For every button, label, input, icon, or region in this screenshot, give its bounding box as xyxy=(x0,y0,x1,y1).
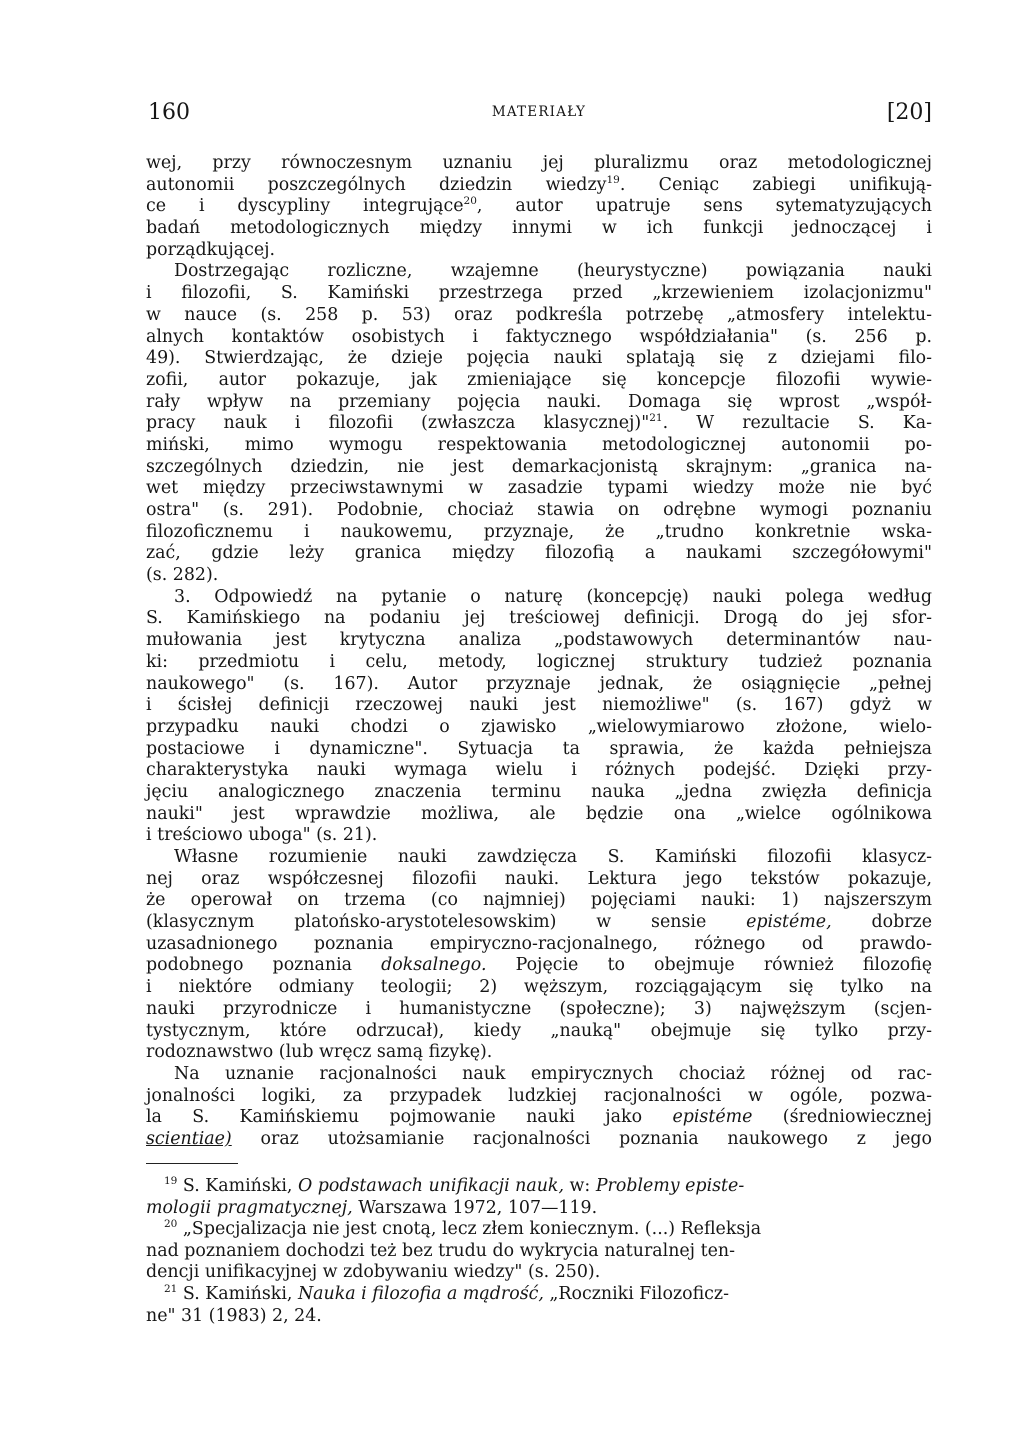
text-line: szczególnych dziedzin, nie jest demarkacjonistą skrajnym: „granica na- xyxy=(146,456,932,477)
text-line: 49). Stwierdzając, że dzieje pojęcia nauki splatają się z dziejami filo- xyxy=(146,348,932,369)
text-line: porządkującej. xyxy=(146,239,276,260)
italic-term: epistéme xyxy=(672,1107,753,1128)
text-line: w nauce (s. 258 p. 53) oraz podkreśla potrzebę „atmosfery intelektu- xyxy=(146,304,932,325)
text-line: scientiae) oraz utożsamianie racjonalności poznania naukowego z jego xyxy=(146,1128,933,1149)
text-line: podobnego poznania doksalnego. Pojęcie to obejmuje również filozofię xyxy=(146,955,932,976)
text-line: Dostrzegając rozliczne, wzajemne (heurystyczne) powiązania nauki xyxy=(174,261,932,282)
footnote-number: 21 xyxy=(164,1282,178,1295)
text-line: badań metodologicznych między innymi w ich funkcji jednoczącej i xyxy=(146,218,932,239)
text-line: rodoznawstwo (lub wręcz samą fizykę). xyxy=(146,1042,493,1063)
footnotes xyxy=(146,1176,932,1327)
footnote-ref: 20 xyxy=(463,195,477,208)
text-line: zofii, autor pokazuje, jak zmieniające się koncepcje filozofii wywie- xyxy=(146,369,932,390)
text-line: i ścisłej definicji rzeczowej nauki jest niemożliwe" (s. 167) gdyż w xyxy=(146,695,932,716)
text-line: ce i dyscypliny integrujące$^{20}$, autor upatruje sens sytematyzujących xyxy=(146,195,932,217)
text-line: i filozofii, S. Kamiński przestrzega przed „krzewieniem izolacjonizmu" xyxy=(146,283,932,304)
text-line: alnych kontaktów osobistych i faktycznego współdziałania" (s. 256 p. xyxy=(146,326,932,347)
text-line: rały wpływ na przemiany pojęcia nauki. Domaga się wprost „współ- xyxy=(146,391,932,412)
text-line: autonomii poszczególnych dziedzin wiedzy$^{19}$. Ceniąc zabiegi unifikują- xyxy=(146,173,932,195)
text-line: charakterystyka nauki wymaga wielu i różnych podejść. Dzięki przy- xyxy=(146,760,932,781)
running-title: MATERIAŁY xyxy=(491,104,587,120)
footnote-line: dencji unifikacyjnej w zdobywaniu wiedzy" (s. 250). xyxy=(146,1262,601,1283)
footnote-number: 19 xyxy=(164,1175,178,1187)
text-line: jęciu analogicznego znaczenia terminu nauka „jedna zwięzła definicja xyxy=(146,781,932,802)
italic-term: epistéme, xyxy=(746,912,832,933)
footnote-line: ne" 31 (1983) 2, 24. xyxy=(146,1305,322,1326)
text-line: naukowego" (s. 167). Autor przyznaje jednak, że osiągnięcie „pełnej xyxy=(146,673,932,694)
text-line: ki: przedmiotu i celu, metody, logicznej struktury tudzież poznania xyxy=(146,651,932,672)
text-line: przypadku nauki chodzi o zjawisko „wielowymiarowo złożone, wielo- xyxy=(146,716,932,737)
text-line: nej oraz współczesnej filozofii nauki. Lektura jego tekstów pokazuje, xyxy=(146,868,932,889)
text-line: wet między przeciwstawnymi w zasadzie typami wiedzy może nie być xyxy=(146,478,932,499)
text-line: tystycznym, które odrzucał), kiedy „nauką" obejmuje się tylko przy- xyxy=(146,1020,932,1041)
text-line: S. Kamińskiego na podaniu jej treściowej definicji. Drogą do jej sfor- xyxy=(146,608,932,629)
text-line: miński, mimo wymogu respektowania metodologicznej autonomii po- xyxy=(146,434,932,455)
text-line: mułowania jest krytyczna analiza „podstawowych determinantów nau- xyxy=(146,630,932,651)
text-line: (klasycznym platońsko-arystotelesowskim) w sensie epistéme, dobrze xyxy=(146,912,933,933)
text-line: 3. Odpowiedź na pytanie o naturę (koncepcję) nauki polega według xyxy=(174,586,932,607)
running-header xyxy=(146,100,932,134)
text-line: ostra" (s. 291). Podobnie, chociaż stawia on odrębne wymogi poznaniu xyxy=(146,500,932,520)
footnote-19: $^{19}$ S. Kamiński, O podstawach unifikacji nauk, w: Problemy episte- xyxy=(164,1175,745,1196)
footnote-number: 20 xyxy=(164,1218,178,1231)
text-line: że operował on trzema (co najmniej) pojęciami nauki: 1) najszerszym xyxy=(146,890,932,911)
text-line: (s. 282). xyxy=(146,565,219,586)
italic-term: scientiae) xyxy=(146,1128,232,1149)
page-number: 160 xyxy=(148,100,190,125)
footnote-21: $^{21}$ S. Kamiński, Nauka i filozofia a mądrość, „Roczniki Filozoficz- xyxy=(164,1282,729,1304)
footnote-line: mologii pragmatycznej, Warszawa 1972, 107—119. xyxy=(146,1197,598,1218)
footnote-ref: 19 xyxy=(606,173,620,186)
text-line: nauki" jest wprawdzie możliwa, ale będzie ona „wielce ogólnikowa xyxy=(146,803,932,824)
text-line: i niektóre odmiany teologii; 2) węższym, rozciągającym się tylko na xyxy=(146,977,932,998)
text-line: la S. Kamińskiemu pojmowanie nauki jako epistéme (średniowiecznej xyxy=(146,1107,932,1128)
text-line: Własne rozumienie nauki zawdzięcza S. Kamiński filozofii klasycz- xyxy=(174,847,932,867)
text-line: Na uznanie racjonalności nauk empirycznych chociaż różnej od rac- xyxy=(174,1063,932,1084)
text-line: postaciowe i dynamiczne". Sytuacja ta sprawia, że każda pełniejsza xyxy=(146,738,932,759)
italic-term: doksalnego. xyxy=(381,955,487,976)
text-line: nauki przyrodnicze i humanistyczne (społeczne); 3) najwęższym (scjen- xyxy=(146,998,932,1019)
text-line: zać, gdzie leży granica między filozofią a naukami szczegółowymi" xyxy=(146,543,932,564)
footnote-20: $^{20}$ „Specjalizacja nie jest cnotą, lecz złem koniecznym. (...) Refleksja xyxy=(164,1218,762,1240)
text-line: wej, przy równoczesnym uznaniu jej pluralizmu oraz metodologicznej xyxy=(146,153,932,173)
body-text xyxy=(146,153,932,1151)
text-line: i treściowo uboga" (s. 21). xyxy=(146,825,378,846)
section-number: [20] xyxy=(886,100,932,125)
footnote-divider xyxy=(146,1163,238,1164)
text-line: pracy nauk i filozofii (zwłaszcza klasycznej)"$^{21}$. W rezultacie S. Ka- xyxy=(146,412,933,434)
text-line: uzasadnionego poznania empiryczno-racjonalnego, różnego od prawdo- xyxy=(146,933,932,954)
footnote-line: nad poznaniem dochodzi też bez trudu do wykrycia naturalnej ten- xyxy=(146,1240,735,1261)
footnote-ref: 21 xyxy=(649,412,663,425)
text-line: jonalności logiki, za przypadek ludzkiej racjonalności w ogóle, pozwa- xyxy=(146,1085,932,1106)
text-line: filozoficznemu i naukowemu, przyznaje, że „trudno konkretnie wska- xyxy=(146,521,932,542)
